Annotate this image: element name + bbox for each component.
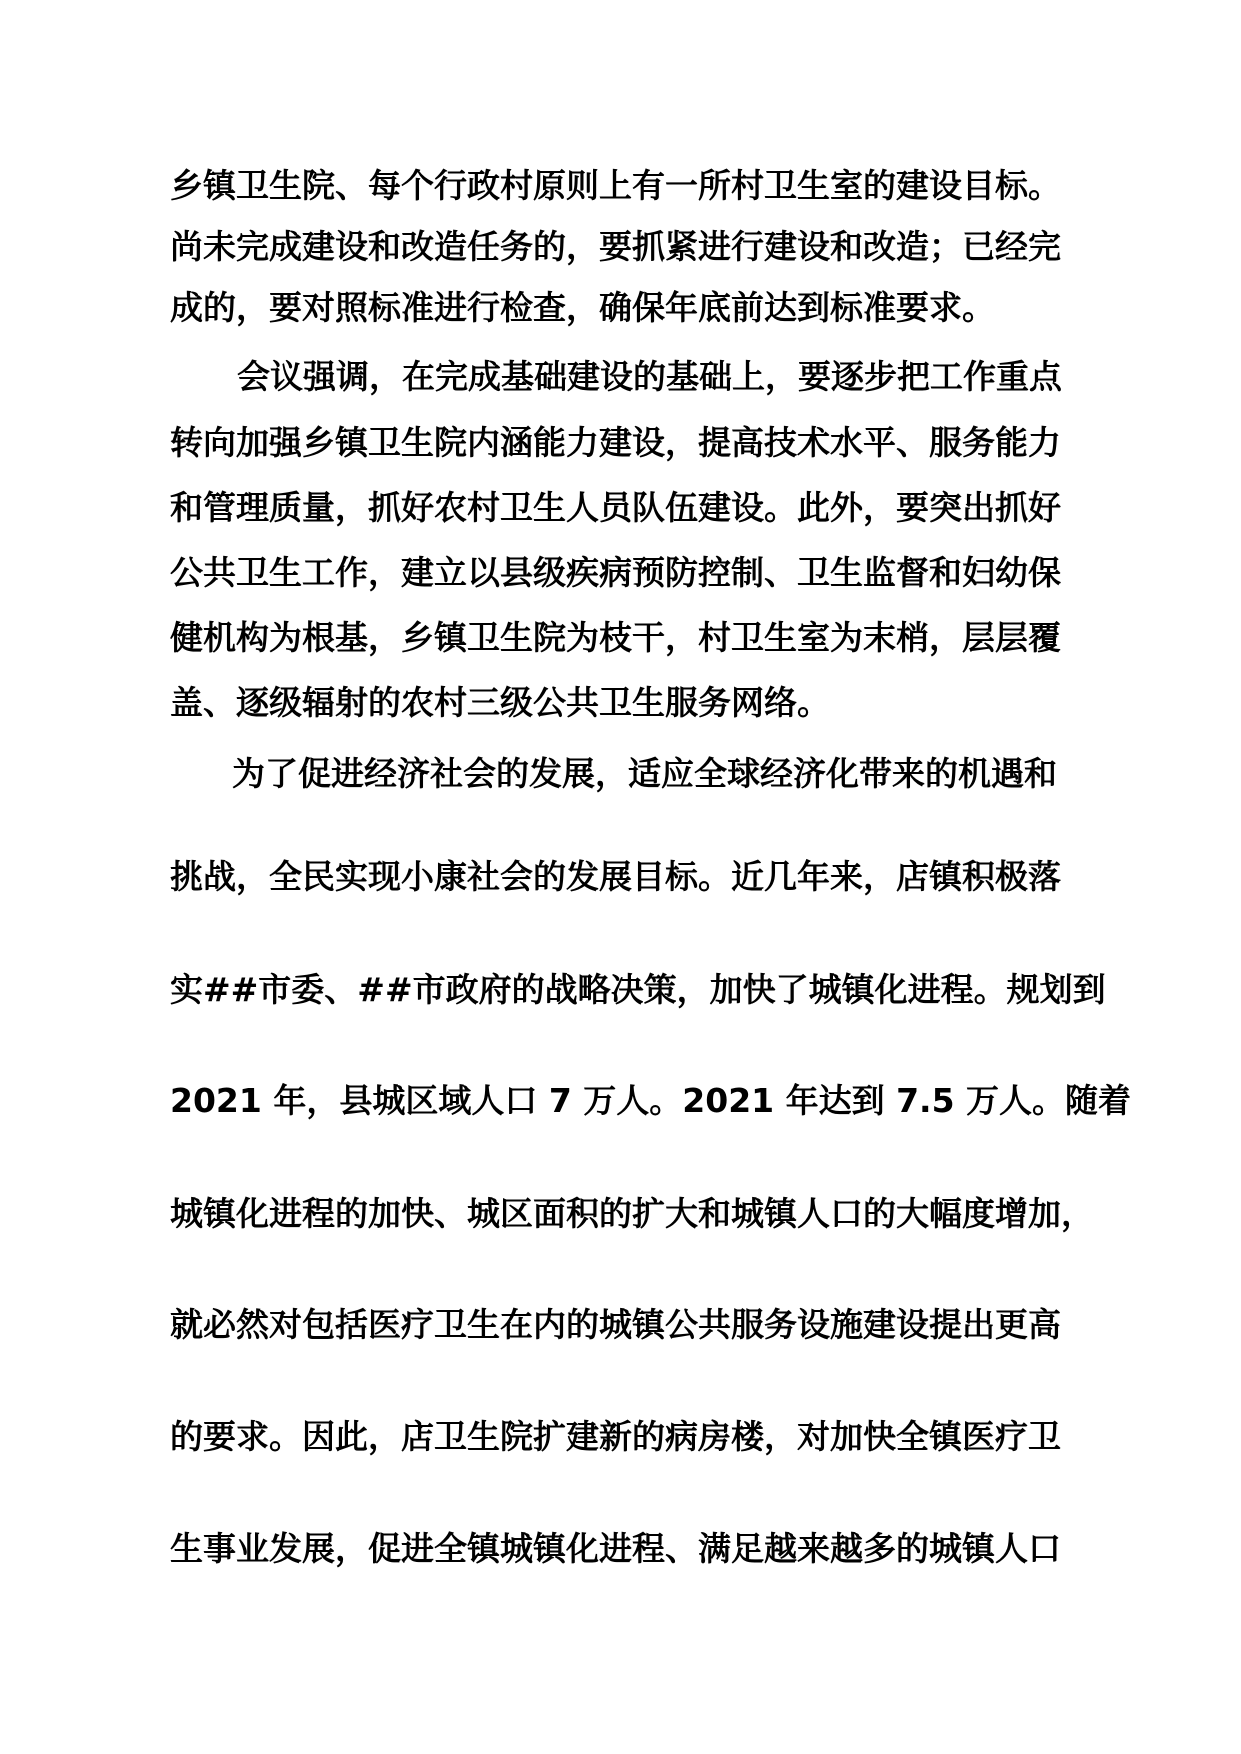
- text-line: 公共卫生工作，建立以县级疾病预防控制、卫生监督和妇幼保: [170, 553, 1061, 592]
- text-line: 实##市委、##市政府的战略决策，加快了城镇化进程。规划到: [170, 970, 1106, 1009]
- text-line: 生事业发展，促进全镇城镇化进程、满足越来越多的城镇人口: [170, 1529, 1061, 1568]
- text-line: 健机构为根基，乡镇卫生院为枝干，村卫生室为末梢，层层覆: [170, 618, 1061, 657]
- text-line: 城镇化进程的加快、城区面积的扩大和城镇人口的大幅度增加，: [170, 1194, 1094, 1233]
- text-line: 乡镇卫生院、每个行政村原则上有一所村卫生室的建设目标。: [170, 166, 1061, 205]
- text-line: 尚未完成建设和改造任务的，要抓紧进行建设和改造；已经完: [170, 227, 1061, 266]
- text-line: 的要求。因此，店卫生院扩建新的病房楼，对加快全镇医疗卫: [170, 1417, 1061, 1456]
- text-line: 为了促进经济社会的发展，适应全球经济化带来的机遇和: [232, 754, 1057, 793]
- text-line: 成的，要对照标准进行检查，确保年底前达到标准要求。: [170, 288, 995, 327]
- text-line: 挑战，全民实现小康社会的发展目标。近几年来，店镇积极落: [170, 857, 1061, 896]
- text-line: 就必然对包括医疗卫生在内的城镇公共服务设施建设提出更高: [170, 1305, 1061, 1344]
- text-line: 和管理质量，抓好农村卫生人员队伍建设。此外，要突出抓好: [170, 488, 1061, 527]
- text-line: 盖、逐级辐射的农村三级公共卫生服务网络。: [170, 683, 830, 722]
- text-line: 会议强调，在完成基础建设的基础上，要逐步把工作重点: [237, 357, 1062, 396]
- text-line: 2021 年，县城区域人口 7 万人。2021 年达到 7.5 万人。随着: [170, 1081, 1132, 1120]
- text-line: 转向加强乡镇卫生院内涵能力建设，提高技术水平、服务能力: [170, 423, 1061, 462]
